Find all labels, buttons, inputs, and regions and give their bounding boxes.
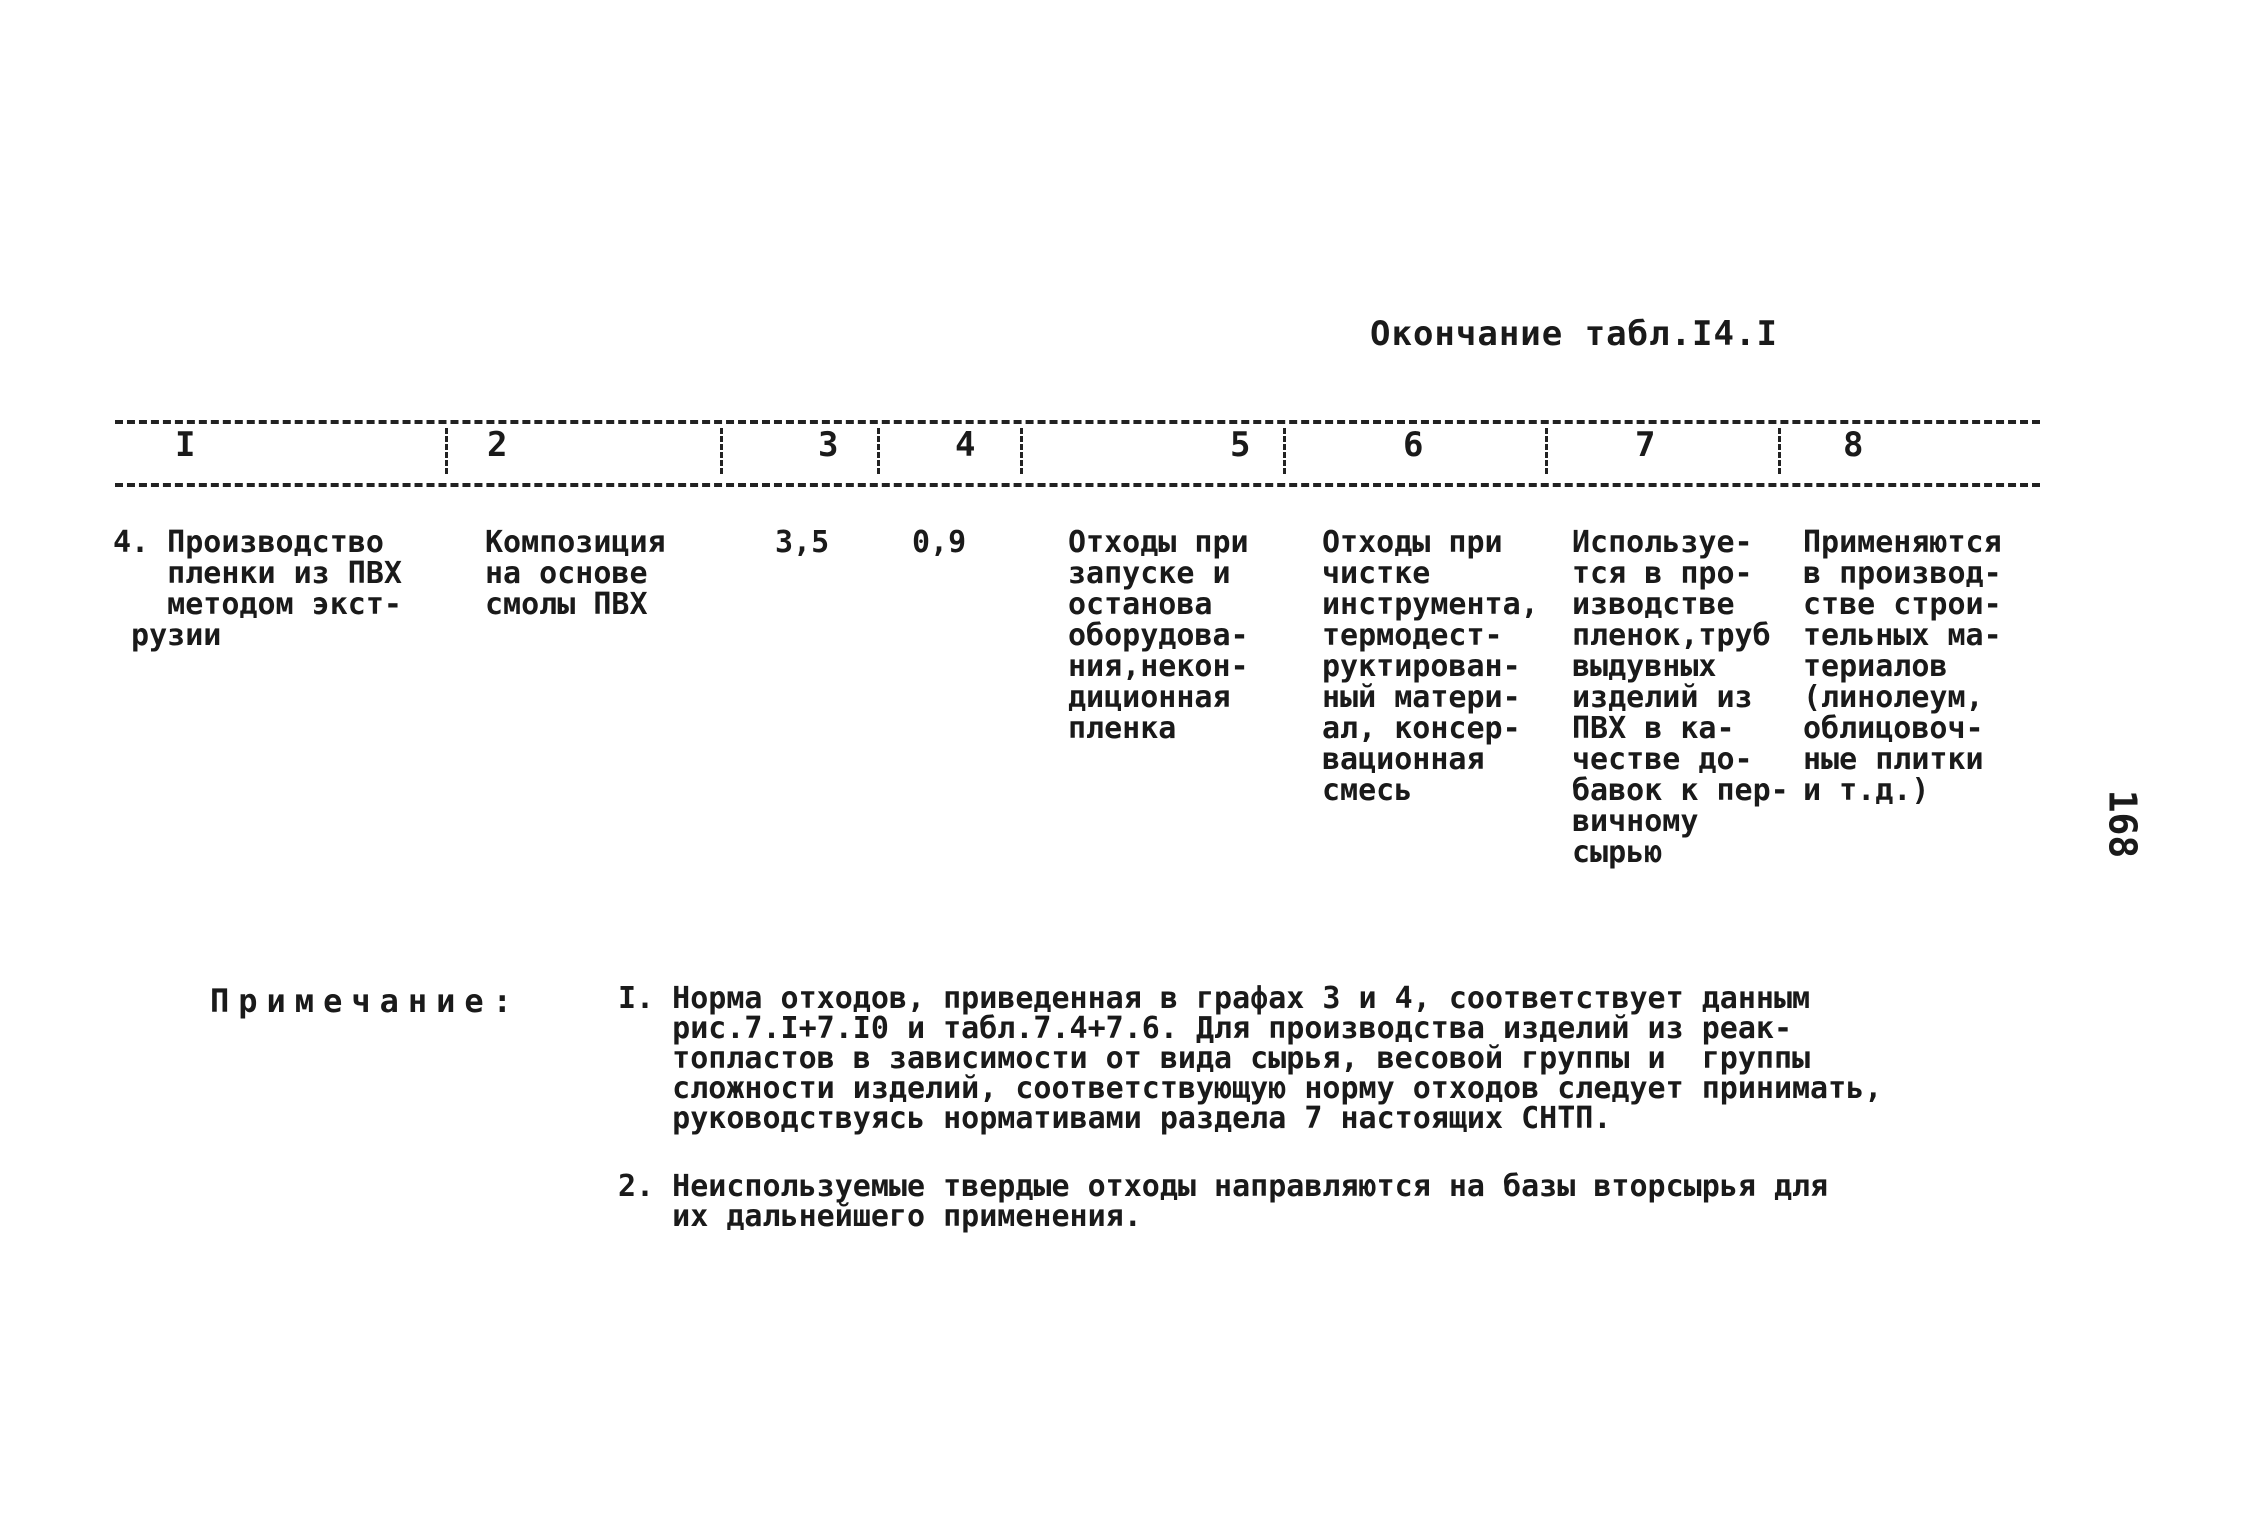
column-number-7: 7 [1635,425,1656,465]
column-separator [877,428,880,474]
column-number-6: 6 [1403,425,1424,465]
column-number-5: 5 [1230,425,1251,465]
column-number-3: 3 [818,425,839,465]
cell-waste-cleaning: Отходы при чистке инструмента, термодест- руктирован- ный матери- ал, консер- вационная смесь [1322,525,1539,808]
cell-norm-4: 0,9 [912,525,967,560]
cell-composition: Композиция на основе смолы ПВХ [485,525,666,622]
table-header-rule [115,483,2040,487]
column-separator [1020,428,1023,474]
column-separator [1778,428,1781,474]
column-separator [1545,428,1548,474]
note-2: 2. Неиспользуемые твердые отходы направляются на базы вторсырья для их дальнейшего применения. [618,1169,1829,1234]
notes-label: Примечание: [210,982,521,1020]
column-number-1: I [175,425,196,465]
table-top-rule [115,420,2040,424]
cell-usage: Используе- тся в про- изводстве пленок,труб выдувных изделий из ПВХ в ка- честве до- бавок к пер- вичному сырью [1572,525,1789,870]
column-separator [1283,428,1286,474]
cell-production: 4. Производство пленки из ПВХ методом экст- рузии [113,525,402,653]
column-number-8: 8 [1843,425,1864,465]
column-number-4: 4 [955,425,976,465]
cell-waste-type: Отходы при запуске и останова оборудова- ния,некон- диционная пленка [1068,525,1249,746]
column-separator [445,428,448,474]
column-separator [720,428,723,474]
cell-norm-3: 3,5 [775,525,830,560]
table-caption: Окончание табл.I4.I [1370,314,1778,354]
note-1: I. Норма отходов, приведенная в графах 3 и 4, соответствует данным рис.7.I+7.I0 и табл.7.4+7.6. Для производства изделий из реак- топластов в зависимости от вида сырья, весовой группы и группы сложности изделий, соответствующую норму отходов следует принимать, руководствуясь нормативами раздела 7 настоящих СНТП. [618,981,1883,1136]
cell-application: Применяются в производ- стве строи- тельных ма- териалов (линолеум, облицовоч- ные плитки и т.д.) [1803,525,2002,808]
column-number-2: 2 [487,425,508,465]
page-number: 168 [2100,789,2145,859]
